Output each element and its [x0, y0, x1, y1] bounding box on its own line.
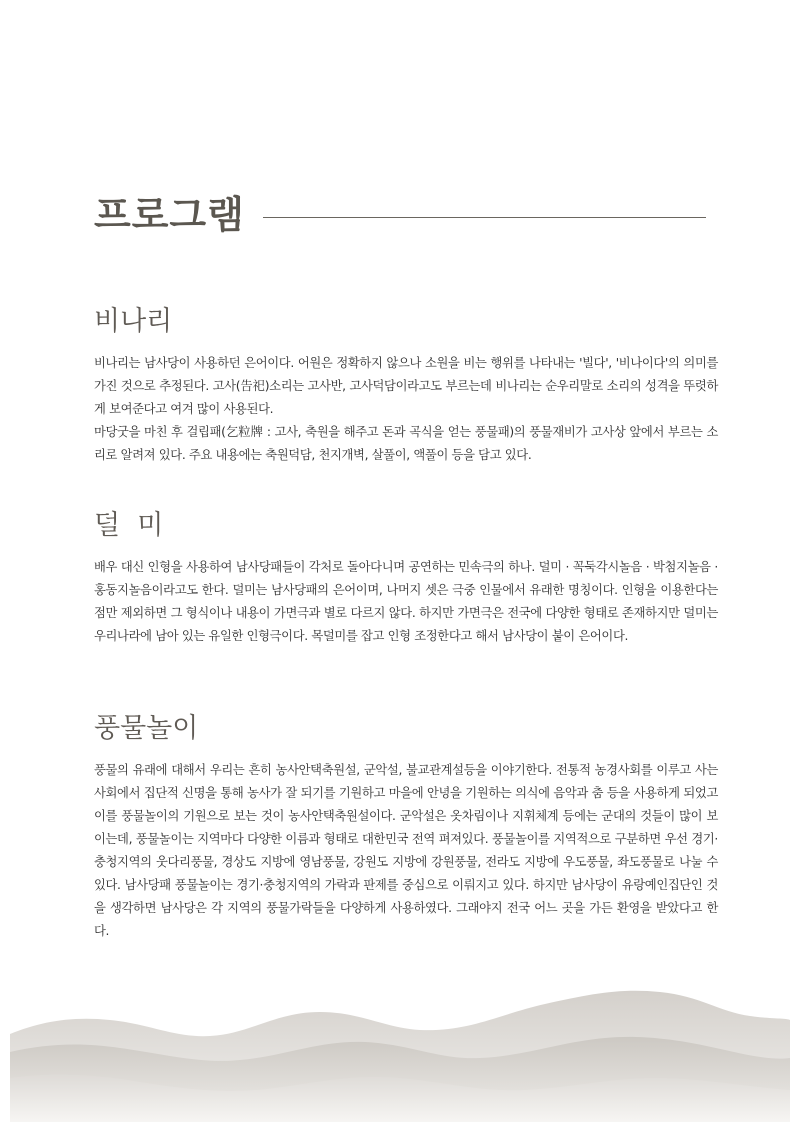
section-paragraph: 마당굿을 마친 후 걸립패(乞粒牌 : 고사, 축원을 해주고 돈과 곡식을 얻는 풍물패)의 풍물재비가 고사상 앞에서 부르는 소리로 알려져 있다. 주요 내용에는 축원덕담, 천지개벽, 살풀이, 액풀이 등을 담고 있다.: [94, 425, 718, 463]
section-binari: [94, 306, 718, 467]
section-deolmi: [94, 510, 718, 648]
page-title: 프로그램: [94, 193, 245, 237]
title-divider-line: [263, 217, 706, 218]
section-paragraph: 비나리는 남사당이 사용하던 은어이다. 어원은 정확하지 않으나 소원을 비는 행위를 나타내는 '빌다', '비나이다'의 의미를 가진 것으로 추정된다. 고사(告祀)소리는 고사반, 고사덕담이라고도 부르는데 비나리는 순우리말로 소리의 성격을 뚜렷하게 보여준다고 여겨 많이 사용된다.: [94, 356, 718, 417]
section-paragraph: 풍물의 유래에 대해서 우리는 흔히 농사안택축원설, 군악설, 불교관계설등을 이야기한다. 전통적 농경사회를 이루고 사는 사회에서 집단적 신명을 통해 농사가 잘 되기를 기원하고 마을에 안녕을 기원하는 의식에 음악과 춤 등을 사용하게 되었고 이를 풍물놀이의 기원으로 보는 것이 농사안택축원설이다. 군악설은 옷차림이나 지휘체계 등에는 군대의 것들이 많이 보이는데, 풍물놀이는 지역마다 다양한 이름과 형태로 대한민국 전역 펴져있다. 풍물놀이를 지역적으로 구분하면 우선 경기·충청지역의 웃다리풍물, 경상도 지방에 영남풍물, 강원도 지방에 강원풍물, 전라도 지방에 우도풍물, 좌도풍물로 나눌 수 있다. 남사당패 풍물놀이는 경기·충청지역의 가락과 판제를 중심으로 이뤄지고 있다. 하지만 남사당이 유랑예인집단인 것을 생각하면 남사당은 각 지역의 풍물가락들을 다양하게 사용하였다. 그래야지 전국 어느 곳을 가든 환영을 받았다고 한다.: [94, 763, 718, 939]
mountain-landscape-illustration: [0, 982, 800, 1122]
section-heading: 비나리: [94, 306, 173, 337]
mountain-ridge-near: [10, 1075, 790, 1122]
section-paragraph: 배우 대신 인형을 사용하여 남사당패들이 각처로 돌아다니며 공연하는 민속극의 하나. 덜미 · 꼭둑각시놀음 · 박첨지놀음 · 홍동지놀음이라고도 한다. 덜미는 남사당패의 은어이며, 나머지 셋은 극중 인물에서 유래한 명칭이다. 인형을 이용한다는 점만 제외하면 그 형식이나 내용이 가면극과 별로 다르지 않다. 하지만 가면극은 전국에 다양한 형태로 존재하지만 덜미는 우리나라에 남아 있는 유일한 인형극이다. 목덜미를 잡고 인형 조정한다고 해서 남사당이 붙이 은어이다.: [94, 560, 718, 644]
title-row: [94, 190, 706, 240]
section-pungmul: [94, 713, 718, 943]
section-heading: 덜 미: [94, 510, 164, 541]
section-heading: 풍물놀이: [94, 713, 199, 744]
